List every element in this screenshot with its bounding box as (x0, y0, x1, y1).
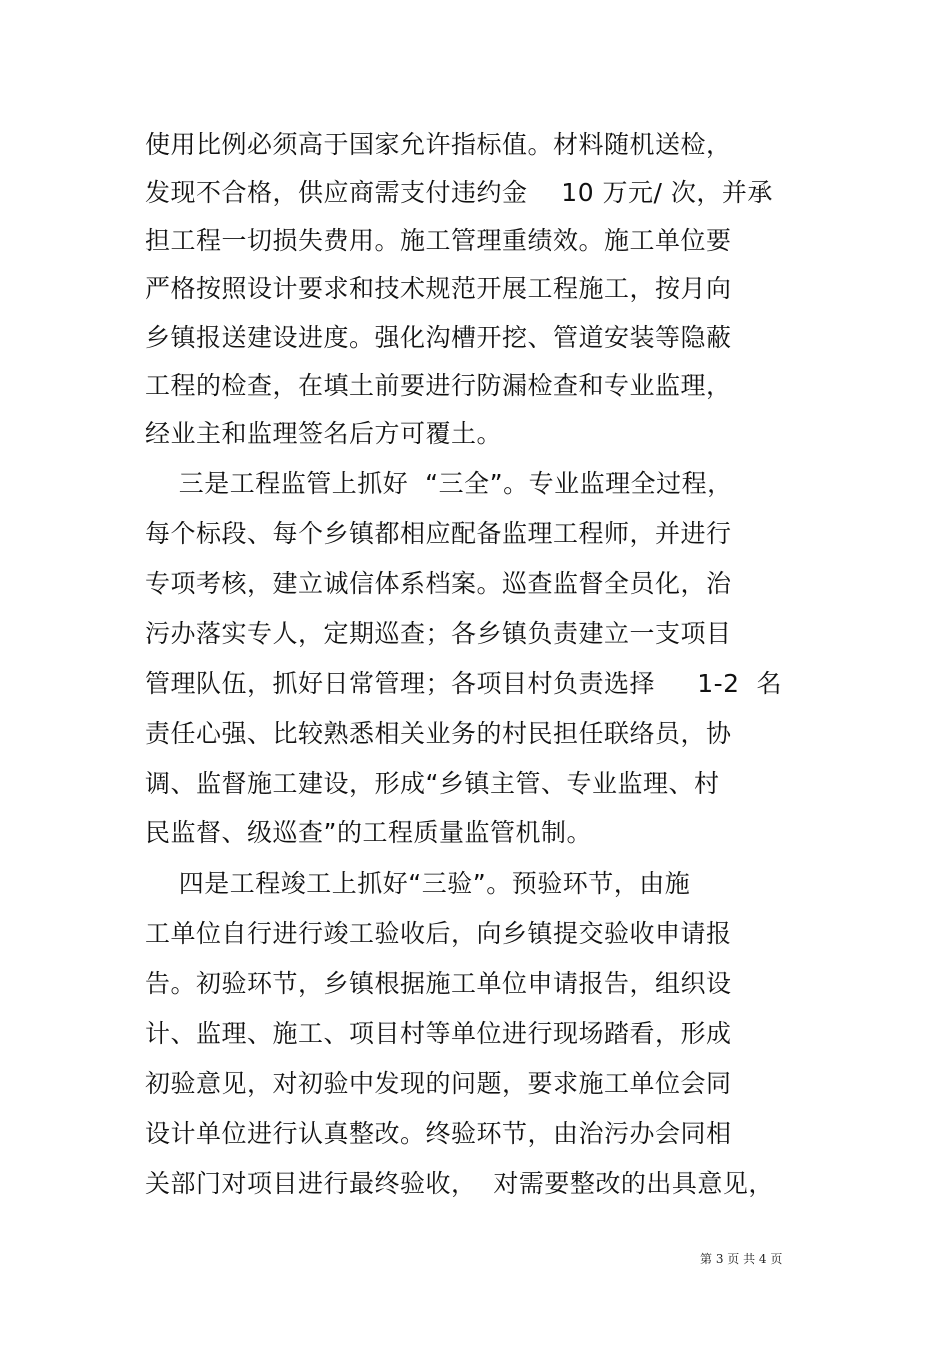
body-line: 告。初验环节，乡镇根据施工单位申请报告，组织设 (145, 969, 732, 998)
body-line: 工程的检查，在填土前要进行防漏检查和专业监理， (145, 371, 732, 400)
body-line: 污办落实专人，定期巡查；各乡镇负责建立一支项目 (145, 619, 732, 648)
body-line: 经业主和监理签名后方可覆土。 (145, 419, 503, 448)
body-line: 责任心强、比较熟悉相关业务的村民担任联络员，协 (145, 719, 732, 748)
page-number-footer: 第 3 页 共 4 页 (700, 1252, 783, 1266)
body-line: 工单位自行进行竣工验收后，向乡镇提交验收申请报 (145, 919, 732, 948)
body-line: 专项考核，建立诚信体系档案。巡查监督全员化，治 (145, 569, 732, 598)
paragraph-start-line: 三是工程监管上抓好 “三全”。专业监理全过程， (145, 469, 733, 498)
body-line: 每个标段、每个乡镇都相应配备监理工程师，并进行 (145, 519, 732, 548)
body-line: 使用比例必须高于国家允许指标值。材料随机送检， (145, 130, 732, 159)
body-line: 管理队伍，抓好日常管理；各项目村负责选择 1-2 名 (145, 669, 782, 698)
body-line: 乡镇报送建设进度。强化沟槽开挖、管道安装等隐蔽 (145, 323, 732, 352)
body-line: 关部门对项目进行最终验收， 对需要整改的出具意见， (145, 1169, 774, 1198)
body-line: 民监督、级巡查”的工程质量监管机制。 (145, 818, 592, 847)
body-line: 担工程一切损失费用。施工管理重绩效。施工单位要 (145, 226, 732, 255)
body-line: 严格按照设计要求和技术规范开展工程施工，按月向 (145, 274, 732, 303)
paragraph-start-line: 四是工程竣工上抓好“三验”。预验环节，由施 (145, 869, 691, 898)
body-line: 计、监理、施工、项目村等单位进行现场踏看，形成 (145, 1019, 732, 1048)
body-line: 设计单位进行认真整改。终验环节，由治污办会同相 (145, 1119, 732, 1148)
body-line: 发现不合格，供应商需支付违约金 10 万元/ 次，并承 (145, 178, 773, 207)
body-line: 初验意见，对初验中发现的问题，要求施工单位会同 (145, 1069, 732, 1098)
body-line: 调、监督施工建设，形成“乡镇主管、专业监理、村 (145, 769, 720, 798)
